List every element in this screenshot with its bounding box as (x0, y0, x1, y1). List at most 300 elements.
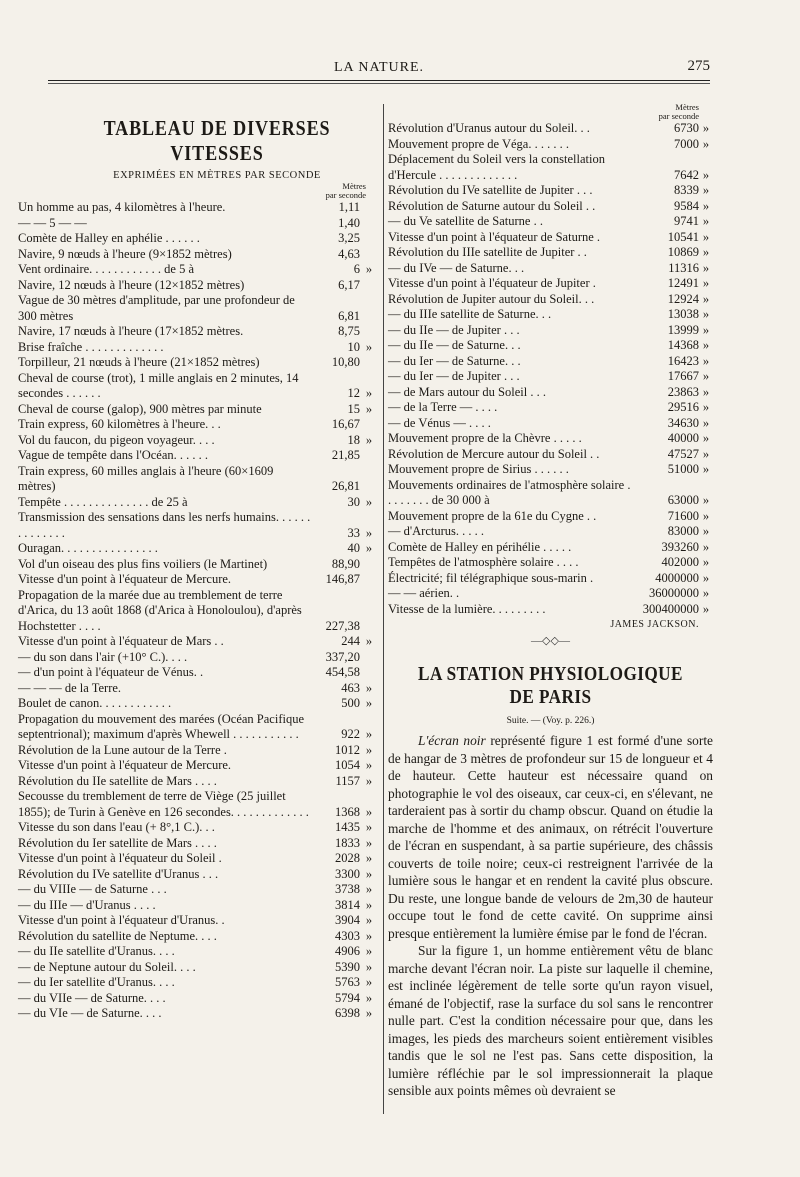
row-value: 3300 (335, 866, 360, 881)
row-value: 146,87 (325, 572, 360, 586)
table-row (18, 991, 376, 1007)
row-description: Révolution de Saturne autour du Soleil . . (388, 198, 596, 213)
table-row (388, 586, 713, 602)
row-ditto-mark: » (365, 851, 373, 865)
table-row (388, 199, 713, 215)
row-ditto-mark: » (365, 525, 373, 540)
row-ditto-mark: » (702, 462, 710, 476)
table-row (18, 417, 376, 433)
table-row (388, 152, 713, 183)
table-row (18, 340, 376, 356)
row-ditto-mark: » (702, 369, 710, 383)
unit-note-right-line1: Mètres (675, 102, 699, 112)
row-value: 2028 (335, 851, 360, 865)
table-row (18, 293, 376, 324)
row-value: 34630 (667, 415, 699, 430)
row-ditto-mark: » (365, 866, 373, 881)
row-description: — du Ier — de Jupiter . . . (388, 369, 520, 383)
row-ditto-mark: » (702, 260, 710, 275)
table-row (18, 712, 376, 743)
table-row (388, 183, 713, 199)
row-description: Révolution du Ier satellite de Mars . . . . (18, 835, 217, 850)
row-description: — d'Arcturus. . . . . (388, 524, 484, 538)
row-description: Révolution du IIe satellite de Mars . . . . (18, 773, 217, 788)
row-value: 1435 (335, 820, 360, 834)
row-value: 454,58 (325, 665, 360, 679)
row-ditto-mark: » (365, 820, 373, 834)
article-paragraph-2: Sur la figure 1, un homme entièrement vêtu de blanc marche devant l'écran noir. La piste sur laquelle il chemine, est inclinée légèrement de telle sorte qu'un rayon visuel, émané de l'objectif, rase la surface du sol sans le rencontrer nulle part. C'est la condition nécessaire pour que, dans les images, les pieds des marcheurs soient entièrement visibles tandis que le sol ne l'est pas. Sans cette disposition, la lumière réfléchie par le sol impressionnerait la plaque sensible aux points mêmes où devraient se (388, 943, 713, 1098)
row-ditto-mark: » (365, 944, 373, 958)
row-value: 8,75 (338, 324, 360, 338)
row-description: Mouvement propre de la Chèvre . . . . . (388, 431, 582, 445)
row-description: Vitesse d'un point à l'équateur de Mercure. (18, 758, 232, 772)
row-ditto-mark: » (365, 386, 373, 400)
row-ditto-mark: » (702, 586, 710, 600)
table-row (18, 433, 376, 449)
row-value: 4,63 (338, 246, 360, 261)
row-value: 14368 (667, 338, 699, 352)
row-ditto-mark: » (702, 307, 710, 321)
table-row (388, 338, 713, 354)
row-ditto-mark: » (702, 136, 710, 151)
row-ditto-mark: » (702, 493, 710, 507)
row-ditto-mark: » (702, 508, 710, 523)
row-value: 71600 (667, 508, 699, 523)
row-description: — du VIe — de Saturne. . . . (18, 1006, 162, 1020)
row-ditto-mark: » (365, 339, 373, 354)
row-description: — du IIIe — d'Uranus . . . . (18, 897, 156, 912)
row-ditto-mark: » (365, 1006, 373, 1020)
row-value: 51000 (667, 462, 699, 476)
row-description: Vitesse d'un point à l'équateur d'Uranus. . (18, 913, 225, 927)
table-row (18, 867, 376, 883)
row-value: 23863 (667, 384, 699, 399)
row-ditto-mark: » (702, 121, 710, 135)
row-description: Train express, 60 milles anglais à l'heure (60×1609 mètres) (18, 463, 274, 493)
row-value: 30 (347, 494, 360, 509)
row-value: 83000 (667, 524, 699, 538)
row-value: 9584 (674, 198, 699, 213)
italic-term: L'écran noir (418, 733, 486, 748)
row-description: — — aérien. . (388, 586, 460, 600)
table-row (18, 557, 376, 573)
row-ditto-mark: » (365, 835, 373, 850)
row-description: Vitesse du son dans l'eau (+ 8°,1 C.). . . (18, 820, 215, 834)
row-ditto-mark: » (365, 634, 373, 648)
row-description: — du IVe — de Saturne. . . (388, 260, 525, 275)
row-description: Révolution du IVe satellite d'Uranus . . . (18, 866, 219, 881)
row-ditto-mark: » (702, 276, 710, 290)
table-row (18, 929, 376, 945)
row-ditto-mark: » (365, 262, 373, 276)
table-row (18, 820, 376, 836)
unit-note-line2: par seconde (325, 190, 366, 200)
row-value: 13999 (667, 322, 699, 337)
row-description: Navire, 12 nœuds à l'heure (12×1852 mètres) (18, 277, 245, 292)
row-value: 12491 (667, 276, 699, 290)
row-description: Révolution de Mercure autour du Soleil . . (388, 446, 600, 461)
journal-title: LA NATURE. (333, 60, 425, 75)
row-description: Tempête . . . . . . . . . . . . . . de 25 à (18, 494, 188, 509)
row-ditto-mark: » (702, 539, 710, 554)
page-number: 275 (687, 58, 710, 74)
row-ditto-mark: » (365, 990, 373, 1005)
row-description: Vague de tempête dans l'Océan. . . . . . (18, 448, 209, 462)
table-row (18, 464, 376, 495)
table-row (18, 355, 376, 371)
row-value: 5794 (335, 990, 360, 1005)
row-description: Mouvement propre de Véga. . . . . . . (388, 136, 569, 151)
row-description: Brise fraîche . . . . . . . . . . . . . (18, 339, 164, 354)
row-value: 463 (341, 680, 360, 695)
article-paragraph-1 (388, 732, 713, 942)
row-description: Révolution d'Uranus autour du Soleil. . . (388, 121, 590, 135)
unit-note-line1: Mètres (342, 181, 366, 191)
row-description: Transmission des sensations dans les nerfs humains. . . . . . . . . . . . . . (18, 510, 311, 540)
row-value: 40000 (667, 431, 699, 445)
row-value: 10869 (667, 245, 699, 259)
table-row (18, 448, 376, 464)
row-description: Cheval de course (galop), 900 mètres par minute (18, 401, 262, 416)
row-description: Électricité; fil télégraphique sous-marin . (388, 570, 594, 585)
row-description: Vitesse d'un point à l'équateur de Mars . . (18, 634, 224, 648)
table-row (388, 602, 713, 618)
row-description: — du son dans l'air (+10° C.). . . . (18, 649, 188, 664)
table-row (388, 385, 713, 401)
row-ditto-mark: » (365, 773, 373, 788)
table-row (388, 509, 713, 525)
row-value: 6,17 (338, 277, 360, 292)
row-description: — du IIe — de Saturne. . . (388, 338, 521, 352)
row-value: 18 (347, 432, 360, 447)
row-description: — de Vénus — . . . . (388, 415, 491, 430)
row-description: Un homme au pas, 4 kilomètres à l'heure. (18, 200, 226, 214)
row-value: 21,85 (331, 448, 360, 462)
table-row (18, 278, 376, 294)
table-row (388, 307, 713, 323)
row-value: 1368 (335, 804, 360, 819)
row-ditto-mark: » (702, 400, 710, 414)
row-ditto-mark: » (365, 975, 373, 989)
table-row (18, 650, 376, 666)
row-value: 402000 (661, 555, 699, 569)
row-value: 33 (347, 525, 360, 540)
row-description: — de la Terre — . . . . (388, 400, 498, 414)
row-ditto-mark: » (702, 431, 710, 445)
row-ditto-mark: » (702, 229, 710, 244)
row-ditto-mark: » (702, 245, 710, 259)
row-description: — du IIe — de Jupiter . . . (388, 322, 520, 337)
row-value: 15 (347, 401, 360, 416)
row-description: Navire, 9 nœuds à l'heure (9×1852 mètres) (18, 246, 232, 261)
table-row (18, 495, 376, 511)
row-ditto-mark: » (702, 570, 710, 585)
row-description: Révolution du IIIe satellite de Jupiter . . (388, 245, 587, 259)
row-description: — du Ier — de Saturne. . . (388, 353, 521, 368)
row-value: 1012 (335, 742, 360, 757)
row-value: 3814 (335, 897, 360, 912)
table-row (388, 245, 713, 261)
row-value: 10 (347, 339, 360, 354)
table-row (388, 555, 713, 571)
row-ditto-mark: » (365, 882, 373, 896)
row-ditto-mark: » (365, 696, 373, 710)
table-row (388, 540, 713, 556)
table-row (388, 230, 713, 246)
row-value: 922 (341, 727, 360, 741)
table-row (388, 400, 713, 416)
row-value: 5763 (335, 975, 360, 989)
row-ditto-mark: » (365, 432, 373, 447)
table-row (18, 541, 376, 557)
row-ditto-mark: » (365, 897, 373, 912)
table-row (18, 789, 376, 820)
row-description: Révolution du satellite de Neptume. . . . (18, 928, 217, 943)
row-value: 17667 (667, 369, 699, 383)
row-description: Déplacement du Soleil vers la constellation d'Hercule . . . . . . . . . . . . . (388, 152, 605, 182)
row-value: 227,38 (325, 618, 360, 633)
row-ditto-mark: » (702, 322, 710, 337)
speed-table-left (18, 200, 376, 1022)
row-value: 1054 (335, 758, 360, 772)
row-value: 88,90 (331, 556, 360, 571)
row-description: Propagation du mouvement des marées (Océan Pacifique septentrional); maximum d'après Whewell . . . . . . . . . . . (18, 711, 305, 741)
row-description: Vitesse d'un point à l'équateur de Saturne . (388, 229, 601, 244)
row-description: Boulet de canon. . . . . . . . . . . . (18, 696, 172, 710)
row-ditto-mark: » (365, 494, 373, 509)
right-column (388, 103, 713, 1100)
row-description: Vitesse d'un point à l'équateur de Mercure. (18, 572, 232, 586)
unit-note-right-line2: par seconde (658, 111, 699, 121)
table-row (18, 1006, 376, 1022)
article-subtitle: Suite. — (Voy. p. 226.) (506, 716, 595, 726)
row-description: Train express, 60 kilomètres à l'heure. . . (18, 417, 221, 431)
table-row (388, 292, 713, 308)
row-ditto-mark: » (702, 167, 710, 182)
row-value: 3904 (335, 913, 360, 927)
table-row (18, 898, 376, 914)
table-row (18, 944, 376, 960)
row-value: 40 (347, 541, 360, 555)
table-row (18, 200, 376, 216)
row-ditto-mark: » (365, 742, 373, 757)
row-description: — de Mars autour du Soleil . . . (388, 384, 546, 399)
table-row (388, 431, 713, 447)
table-row (388, 369, 713, 385)
row-description: Mouvements ordinaires de l'atmosphère solaire . . . . . . . . de 30 000 à (388, 477, 631, 507)
column-separator (383, 104, 384, 1114)
table-row (388, 524, 713, 540)
table-row (388, 276, 713, 292)
table-row (18, 247, 376, 263)
row-value: 1,11 (338, 200, 360, 214)
row-value: 4906 (335, 944, 360, 958)
row-description: Vitesse d'un point à l'équateur de Jupiter . (388, 276, 596, 290)
row-value: 26,81 (331, 479, 360, 493)
table-row (388, 478, 713, 509)
table-row (388, 137, 713, 153)
table-row (18, 882, 376, 898)
row-value: 7642 (674, 167, 699, 182)
row-value: 47527 (667, 446, 699, 461)
table-row (18, 758, 376, 774)
row-ditto-mark: » (365, 913, 373, 927)
row-description: — du Ve satellite de Saturne . . (388, 214, 543, 228)
row-description: Ouragan. . . . . . . . . . . . . . . . (18, 541, 158, 555)
row-value: 16,67 (331, 417, 360, 431)
table-row (18, 681, 376, 697)
table-row (388, 571, 713, 587)
row-ditto-mark: » (702, 601, 710, 616)
row-description: Vol du faucon, du pigeon voyageur. . . . (18, 432, 215, 447)
table-row (18, 696, 376, 712)
row-value: 12 (347, 386, 360, 400)
header-rule (48, 80, 710, 81)
table-row (18, 510, 376, 541)
table-row (388, 323, 713, 339)
row-value: 7000 (674, 136, 699, 151)
row-ditto-mark: » (365, 541, 373, 555)
row-value: 4303 (335, 928, 360, 943)
row-value: 36000000 (649, 586, 699, 600)
row-description: Tempêtes de l'atmosphère solaire . . . . (388, 555, 579, 569)
row-description: Mouvement propre de la 61e du Cygne . . (388, 508, 597, 523)
row-value: 393260 (661, 539, 699, 554)
row-ditto-mark: » (365, 928, 373, 943)
table-row (388, 447, 713, 463)
table-row (18, 836, 376, 852)
row-description: Comète de Halley en périhélie . . . . . (388, 539, 572, 554)
row-ditto-mark: » (365, 680, 373, 695)
table-row (18, 913, 376, 929)
table-row (18, 774, 376, 790)
table-row (18, 216, 376, 232)
row-description: Mouvement propre de Sirius . . . . . . (388, 462, 569, 476)
row-ditto-mark: » (702, 291, 710, 306)
row-value: 13038 (667, 307, 699, 321)
row-description: Torpilleur, 21 nœuds à l'heure (21×1852 mètres) (18, 355, 260, 369)
header-rule-double (48, 83, 710, 84)
row-description: Vitesse de la lumière. . . . . . . . . (388, 601, 546, 616)
row-ditto-mark: » (365, 727, 373, 741)
row-ditto-mark: » (702, 555, 710, 569)
row-ditto-mark: » (702, 214, 710, 228)
row-value: 1833 (335, 835, 360, 850)
row-value: 3,25 (338, 231, 360, 245)
row-description: — du IIIe satellite de Saturne. . . (388, 307, 552, 321)
row-value: 5390 (335, 959, 360, 974)
row-ditto-mark: » (365, 758, 373, 772)
row-description: Navire, 17 nœuds à l'heure (17×1852 mètres. (18, 324, 244, 338)
row-ditto-mark: » (702, 415, 710, 430)
table-row (18, 665, 376, 681)
table-row (18, 231, 376, 247)
row-value: 29516 (667, 400, 699, 414)
table-row (388, 416, 713, 432)
row-description: — du Ier satellite d'Uranus. . . . (18, 975, 175, 989)
row-description: — du VIIIe — de Saturne . . . (18, 882, 167, 896)
speed-table-right (388, 121, 713, 617)
row-value: 3738 (335, 882, 360, 896)
table-row (18, 262, 376, 278)
row-description: Cheval de course (trot), 1 mille anglais en 2 minutes, 14 secondes . . . . . . (18, 370, 299, 400)
row-value: 4000000 (655, 570, 699, 585)
row-value: 500 (341, 696, 360, 710)
row-value: 11316 (668, 260, 699, 275)
row-value: 10,80 (331, 355, 360, 369)
row-value: 16423 (667, 353, 699, 368)
table-row (18, 588, 376, 635)
unit-note-right (649, 103, 699, 121)
row-description: — — 5 — — (18, 215, 87, 230)
table-row (18, 975, 376, 991)
row-value: 300400000 (642, 601, 699, 616)
row-ditto-mark: » (702, 198, 710, 213)
table-row (18, 402, 376, 418)
table-row (388, 261, 713, 277)
row-description: Secousse du tremblement de terre de Viège (25 juillet 1855); de Turin à Genève en 126 secondes. . . . . . . . . . . . . (18, 789, 309, 819)
table-row (388, 214, 713, 230)
row-ditto-mark: » (702, 353, 710, 368)
row-description: — — — de la Terre. (18, 680, 122, 695)
table-row (18, 634, 376, 650)
row-description: Vague de 30 mètres d'amplitude, par une profondeur de 300 mètres (18, 293, 295, 323)
table-row (18, 371, 376, 402)
row-value: 10541 (667, 229, 699, 244)
row-description: — du IIe satellite d'Uranus. . . . (18, 944, 175, 958)
row-ditto-mark: » (365, 401, 373, 416)
running-header (48, 58, 710, 80)
row-value: 337,20 (325, 649, 360, 664)
row-description: — d'un point à l'équateur de Vénus. . (18, 665, 204, 679)
row-description: Révolution de la Lune autour de la Terre . (18, 742, 227, 757)
row-ditto-mark: » (365, 804, 373, 819)
table-row (18, 960, 376, 976)
row-ditto-mark: » (702, 524, 710, 538)
row-value: 1,40 (338, 215, 360, 230)
table-row (18, 743, 376, 759)
table-row (18, 324, 376, 340)
row-ditto-mark: » (702, 338, 710, 352)
row-value: 63000 (667, 493, 699, 507)
row-value: 12924 (667, 291, 699, 306)
table-row (18, 851, 376, 867)
row-description: Vent ordinaire. . . . . . . . . . . . de 5 à (18, 262, 195, 276)
row-description: Vol d'un oiseau des plus fins voiliers (le Martinet) (18, 556, 268, 571)
table-row (388, 354, 713, 370)
row-ditto-mark: » (702, 183, 710, 197)
row-value: 8339 (674, 183, 699, 197)
row-value: 6398 (335, 1006, 360, 1020)
left-column (18, 116, 376, 1022)
row-value: 9741 (674, 214, 699, 228)
table-row (388, 121, 713, 137)
row-description: Propagation de la marée due au tremblement de terre d'Arica, du 13 août 1868 (d'Arica à Honoloulou), d'après Hochstetter . . . . (18, 587, 302, 633)
author-signature: JAMES JACKSON. (610, 619, 699, 630)
row-description: — de Neptune autour du Soleil. . . . (18, 959, 196, 974)
row-value: 6 (353, 262, 360, 276)
table-subtitle: EXPRIMÉES EN MÈTRES PAR SECONDE (113, 170, 321, 181)
row-description: Comète de Halley en aphélie . . . . . . (18, 231, 200, 245)
table-row (388, 462, 713, 478)
paragraph-1-text: représenté figure 1 est formé d'une sorte de hangar de 3 mètres de profondeur sur 15 de longueur et 4 de hauteur. Cette hauteur est nécessaire quand on photographie le vol des oiseaux, car ceux-ci, en s'élevant, ne tarderaient pas à sortir du champ obscur. Quand on étudie la marche de l'homme et des animaux, on rétrécit l'ouverture de l'écran en suspendant, à sa partie supérieure, des châssis couverts de toile noire; ceux-ci restreignent l'arrivée de la lumière sous le hangar et en rendent la cavité plus obscure. Du reste, une longue bande de velours de 2m,30 de hauteur occupe tout le fond de cette cavité. On supprime ainsi presque entièrement la lumière émise par le fond de l'écran. (388, 733, 713, 941)
row-value: 1157 (335, 773, 360, 788)
section-divider: —◇◇— (531, 635, 570, 647)
row-ditto-mark: » (365, 959, 373, 974)
row-value: 244 (341, 634, 360, 648)
table-title: TABLEAU DE DIVERSES VITESSES (103, 116, 331, 165)
row-ditto-mark: » (702, 384, 710, 399)
